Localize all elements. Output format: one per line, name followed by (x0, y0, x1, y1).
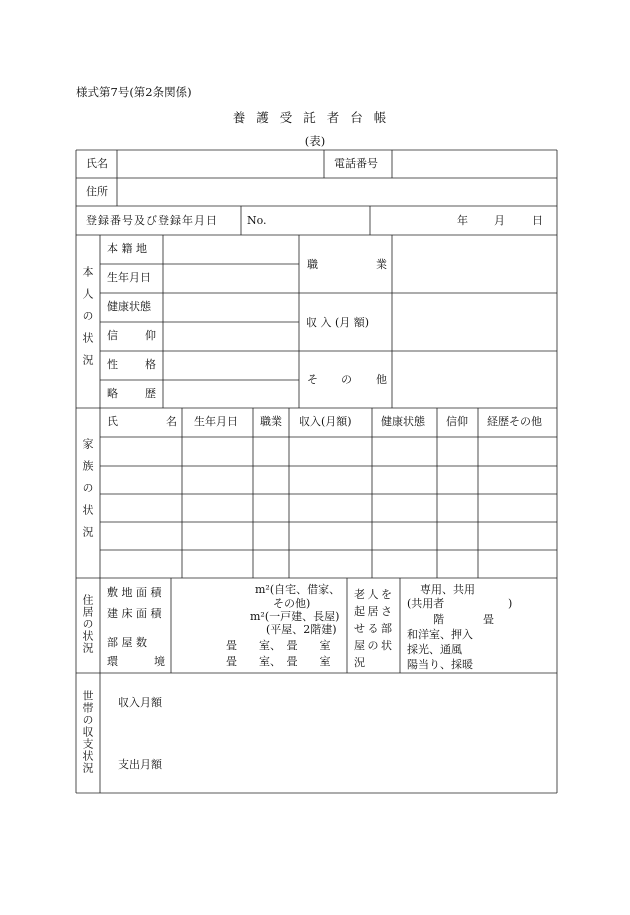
phone-label: 電話番号 (334, 157, 378, 170)
page-title: 養護受託者台帳 (232, 110, 398, 125)
family-col-name-1: 氏 (107, 415, 118, 428)
history-label-1: 略 (107, 387, 118, 400)
ownership-text-1: m²(自宅、借家、 (255, 583, 341, 596)
elder-room-label: 老人を起居させる部屋の状況 (354, 588, 395, 669)
housing-section-label: 住居の状況 (81, 594, 94, 654)
room-row-2: 畳 室、 畳 室 (226, 655, 331, 668)
birthdate-label: 生年月日 (107, 271, 151, 284)
family-section-label: 家族の状況 (81, 438, 94, 548)
address-label: 住所 (86, 185, 108, 198)
other-label-2: の (341, 373, 352, 386)
family-col-faith: 信仰 (446, 415, 468, 428)
room-count-label: 部 屋 数 (107, 636, 147, 649)
lighting-text: 採光、通風 (407, 643, 462, 656)
environment-label-1: 環 (107, 655, 118, 668)
form-number: 様式第7号(第2条関係) (76, 85, 192, 99)
finances-section-label: 世帯の収支状況 (81, 690, 94, 774)
floor-level-text: 階 (433, 613, 444, 626)
room-style-text: 和洋室、押入 (407, 628, 473, 641)
sunlight-text: 陽当り、採暖 (407, 658, 473, 671)
registration-month: 月 (494, 214, 505, 227)
domicile-label: 本 籍 地 (107, 242, 147, 255)
ownership-text-2: その他) (273, 597, 311, 610)
faith-label-1: 信 (107, 329, 118, 342)
registration-day: 日 (532, 214, 543, 227)
income-label: 収 入 (月 額) (306, 316, 370, 329)
character-label-1: 性 (107, 358, 118, 371)
room-row-1: 畳 室、 畳 室 (226, 639, 331, 652)
building-type-text-1: m²(一戸建、長屋) (250, 610, 340, 623)
phone-field[interactable] (393, 151, 556, 177)
family-col-name-2: 名 (166, 415, 177, 428)
registration-year: 年 (457, 214, 468, 227)
family-col-health: 健康状態 (381, 415, 425, 428)
name-label: 氏名 (86, 157, 108, 170)
use-type-text: 専用、共用 (420, 583, 475, 596)
page-subtitle: (表) (304, 134, 326, 148)
family-col-occupation: 職業 (260, 415, 282, 428)
occupation-label-1: 職 (307, 258, 318, 271)
faith-label-2: 仰 (145, 329, 156, 342)
environment-label-2: 境 (154, 655, 165, 668)
family-col-history: 経歴その他 (487, 415, 542, 428)
registration-number-field[interactable] (262, 207, 368, 233)
site-area-label: 敷 地 面 積 (107, 586, 162, 599)
expense-monthly-label: 支出月額 (118, 758, 162, 771)
registration-label: 登録番号及び登録年月日 (86, 214, 218, 227)
floor-area-label: 建 床 面 積 (107, 607, 162, 620)
name-field[interactable] (118, 151, 323, 177)
personal-section-label: 本人の状況 (81, 266, 94, 376)
building-type-text-2: (平屋、2階建) (266, 623, 337, 636)
address-field[interactable] (118, 179, 556, 205)
other-label-1: そ (307, 373, 318, 386)
registration-number-prefix: No. (247, 214, 267, 227)
income-monthly-label: 収入月額 (118, 696, 162, 709)
occupation-label-2: 業 (376, 258, 387, 271)
shared-with-open: (共用者 (407, 597, 445, 610)
character-label-2: 格 (145, 358, 156, 371)
shared-with-close: ) (508, 597, 513, 610)
family-col-birthdate: 生年月日 (194, 415, 238, 428)
other-label-3: 他 (376, 373, 387, 386)
family-col-income: 収入(月額) (299, 415, 352, 428)
history-label-2: 歴 (145, 387, 156, 400)
tatami-text: 畳 (483, 613, 494, 626)
health-label: 健康状態 (107, 300, 151, 313)
